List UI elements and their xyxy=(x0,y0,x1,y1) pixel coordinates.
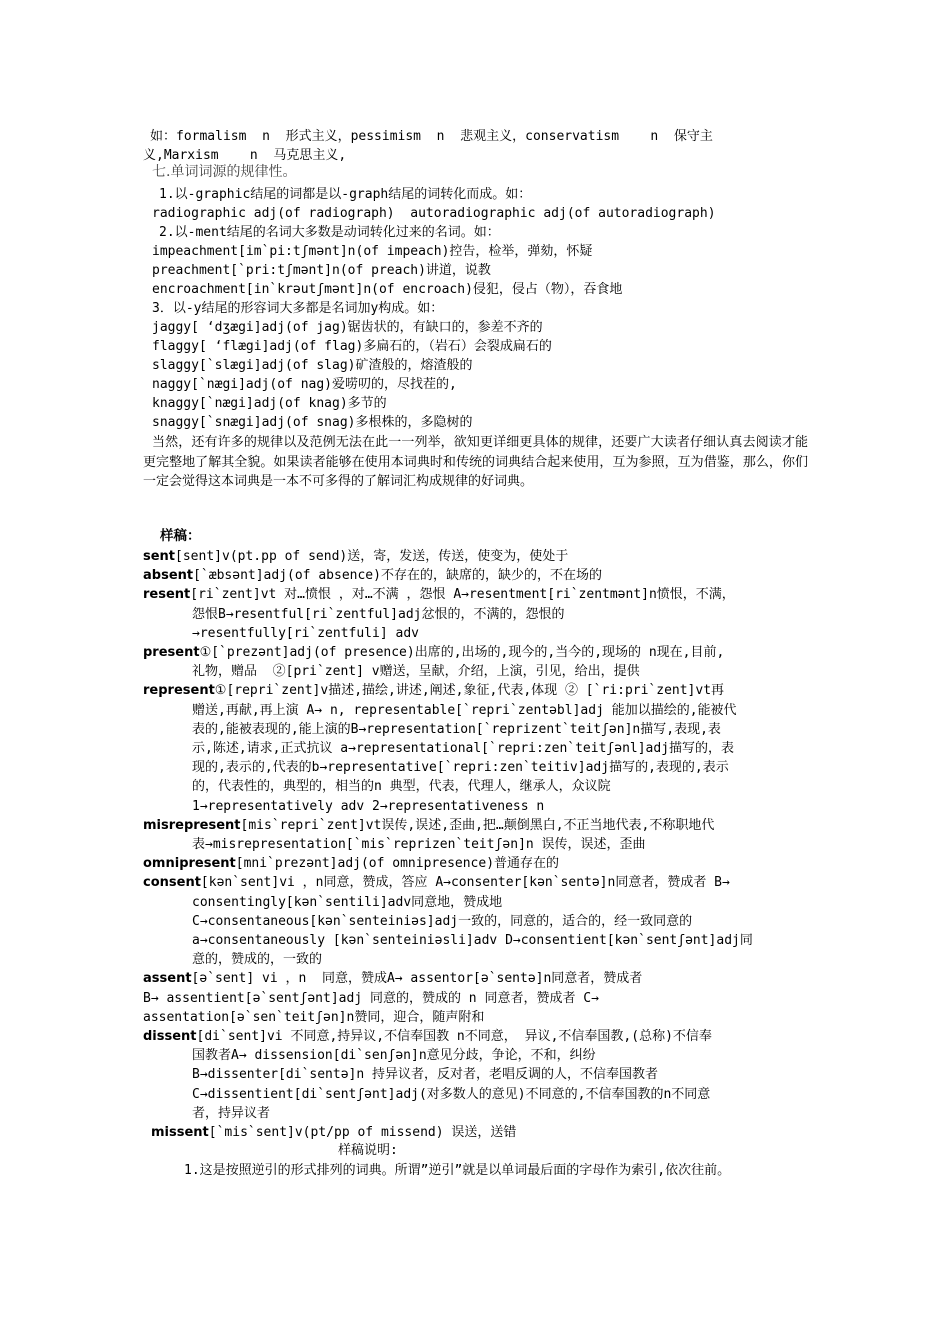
entry-line: B→dissenter[di`sentə]n 持异议者，反对者，老唱反调的人，不信奉国教者 xyxy=(192,1067,659,1082)
entry-line: consent[kən`sent]vi ，n同意，赞成，答应 A→consenter[kən`sentə]n同意者，赞成者 B→ xyxy=(143,875,730,890)
section-heading: 七.单词词源的规律性。 xyxy=(152,164,297,180)
headword: assent xyxy=(143,971,192,986)
rule-3: 3．以-y结尾的形容词大多都是名词加y构成。如： xyxy=(152,301,444,316)
entry-line: 怨恨B→resentful[ri`zentful]adj忿恨的，不满的，怨恨的 xyxy=(192,607,565,622)
entry-line: 表→misrepresentation[`mis`reprizen`teitʃən]n 误传，误述，歪曲 xyxy=(192,837,646,852)
entry-line: absent[`æbsənt]adj(of absence)不存在的，缺席的，缺少的，不在场的 xyxy=(143,568,602,583)
entry-line: 1→representatively adv 2→representativeness n xyxy=(192,799,545,814)
note-1: 1.这是按照逆引的形式排列的词典。所谓”逆引”就是以单词最后面的字母作为索引,依次往前。 xyxy=(184,1163,731,1178)
rule-1-example: radiographic adj(of radiograph) autoradiographic adj(of autoradiograph) xyxy=(152,206,716,221)
intro-line-2: 义,Marxism n 马克思主义, xyxy=(143,148,347,163)
rule-2: 2.以-ment结尾的名词大多数是动词转化过来的名词。如： xyxy=(159,225,500,240)
rule-3-example: snaggy[`snægi]adj(of snag)多根株的，多隐树的 xyxy=(152,415,473,430)
notes-heading: 样稿说明: xyxy=(338,1143,398,1158)
entry-line: 者，持异议者 xyxy=(192,1106,271,1121)
headword: absent xyxy=(143,568,194,583)
entry-line: C→dissentient[di`sentʃənt]adj(对多数人的意见)不同意的,不信奉国教的n不同意 xyxy=(192,1087,711,1102)
entry-line: dissent[di`sent]vi 不同意,持异议,不信奉国教 n不同意， 异议,不信奉国教,(总称)不信奉 xyxy=(143,1029,712,1044)
entry-line: misrepresent[mis`repri`zent]vt误传,误述,歪曲,把…颠倒黑白,不正当地代表,不称职地代 xyxy=(143,818,715,833)
entry-line: C→consentaneous[kən`senteiniəs]adj一致的，同意的，适合的，经一致同意的 xyxy=(192,914,693,929)
entry-line: present①[`prezənt]adj(of presence)出席的,出场的,现今的,当今的,现场的 n现在,目前, xyxy=(143,645,725,660)
rule-3-example: flaggy[ ‘flægi]adj(of flag)多扁石的，（岩石）会裂成扁石的 xyxy=(152,339,552,354)
entry-line: 国教者A→ dissension[di`senʃən]n意见分歧，争论，不和，纠纷 xyxy=(192,1048,596,1063)
entry-line: assentation[ə`sen`teitʃən]n赞同，迎合，随声附和 xyxy=(143,1010,485,1025)
entry-line: missent[`mis`sent]v(pt/pp of missend) 误送，送错 xyxy=(151,1125,517,1140)
entry-line: 赠送,再献,再上演 A→ n, representable[`repri`zentəbl]adj 能加以描绘的,能被代 xyxy=(192,703,737,718)
headword: dissent xyxy=(143,1029,197,1044)
headword: missent xyxy=(151,1125,209,1140)
rule-3-example: naggy[`nægi]adj(of nag)爱唠叨的，尽找茬的, xyxy=(152,377,457,392)
headword: sent xyxy=(143,549,176,564)
entry-line: 的，代表性的，典型的，相当的n 典型，代表，代理人，继承人，众议院 xyxy=(192,779,611,794)
rule-2-example: preachment[`pri:tʃmənt]n(of preach)讲道，说教 xyxy=(152,263,491,278)
entry-line: 礼物，赠品 ②[pri`zent] v赠送，呈献，介绍，上演，引见，给出，提供 xyxy=(192,664,640,679)
headword: consent xyxy=(143,875,201,890)
headword: present xyxy=(143,645,200,660)
entry-line: 现的,表示的,代表的b→representative[`repri:zen`teitiv]adj描写的,表现的,表示 xyxy=(192,760,729,775)
intro-line-1: 如：formalism n 形式主义，pessimism n 悲观主义，conservatism n 保守主 xyxy=(150,129,713,144)
entry-line: 示,陈述,请求,正式抗议 a→representational[`repri:zen`teitʃənl]adj描写的，表 xyxy=(192,741,735,756)
rule-2-example: encroachment[in`krəutʃmənt]n(of encroach)侵犯，侵占（物），吞食地 xyxy=(152,282,623,297)
rule-3-example: knaggy[`nægi]adj(of knag)多节的 xyxy=(152,396,387,411)
entry-line: 意的，赞成的，一致的 xyxy=(192,952,323,967)
headword: misrepresent xyxy=(143,818,241,833)
headword: resent xyxy=(143,587,191,602)
rule-1: 1.以-graphic结尾的词都是以-graph结尾的词转化而成。如： xyxy=(159,187,532,202)
rule-2-example: impeachment[im`pi:tʃmənt]n(of impeach)控告，检举，弹劾，怀疑 xyxy=(152,244,593,259)
entry-line: omnipresent[mni`prezənt]adj(of omnipresence)普通存在的 xyxy=(143,856,560,871)
entry-line: assent[ə`sent] vi ，n 同意，赞成A→ assentor[ə`sentə]n同意者，赞成者 xyxy=(143,971,643,986)
rule-3-example: slaggy[`slægi]adj(of slag)矿渣般的，熔渣般的 xyxy=(152,358,473,373)
entry-line: 表的,能被表现的,能上演的B→representation[`reprizent`teitʃən]n描写,表现,表 xyxy=(192,722,721,737)
entry-line: →resentfully[ri`zentfuli] adv xyxy=(192,626,419,641)
conclusion-paragraph: 当然，还有许多的规律以及范例无法在此一一列举，欲知更详细更具体的规律，还要广大读者仔细认真去阅读才能更完整地了解其全貌。如果读者能够在使用本词典时和传统的词典结合起来使用，互为参照，互为借鉴，那么，你们一定会觉得这本词典是一本不可多得的了解词汇构成规律的好词典。 xyxy=(143,435,808,489)
rule-3-example: jaggy[ ‘dʒægi]adj(of jag)锯齿状的，有缺口的，参差不齐的 xyxy=(152,320,543,335)
entry-line: consentingly[kən`sentili]adv同意地，赞成地 xyxy=(192,895,503,910)
headword: omnipresent xyxy=(143,856,236,871)
headword: represent xyxy=(143,683,215,698)
entry-line: sent[sent]v(pt.pp of send)送，寄，发送，传送，使变为，使处于 xyxy=(143,549,569,564)
entry-line: resent[ri`zent]vt 对…愤恨 ，对…不满 ，怨恨 A→resentment[ri`zentmənt]n愤恨，不满， xyxy=(143,587,735,602)
entry-line: a→consentaneously [kən`senteiniəsli]adv D→consentient[kən`sentʃənt]adj同 xyxy=(192,933,753,948)
entry-line: B→ assentient[ə`sentʃənt]adj 同意的，赞成的 n 同意者，赞成者 C→ xyxy=(143,991,599,1006)
sample-title: 样稿： xyxy=(160,528,201,544)
entry-line: represent①[repri`zent]v描述,描绘,讲述,阐述,象征,代表,体现 ② [`ri:pri`zent]vt再 xyxy=(143,683,725,698)
